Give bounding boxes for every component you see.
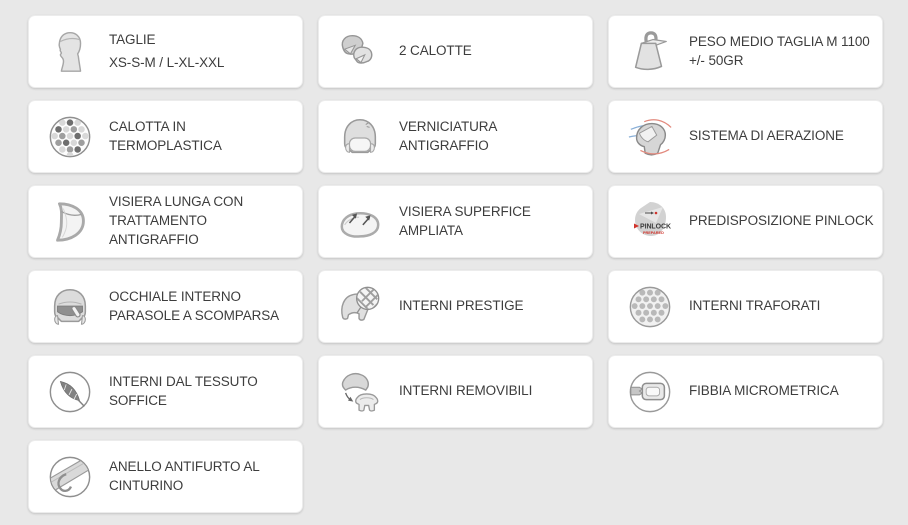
feature-label: [399, 382, 532, 401]
feature-label: [109, 193, 243, 250]
feature-line: CINTURINO: [109, 477, 184, 493]
feature-label: [689, 297, 820, 316]
feature-label: [689, 382, 839, 401]
painted-helmet-icon: [335, 109, 385, 165]
feature-label: [109, 118, 222, 156]
feature-line: 2 CALOTTE: [399, 43, 472, 59]
feature-line: TERMOPLASTICA: [109, 137, 222, 153]
feature-label: [689, 212, 874, 231]
feature-line: +/- 50GR: [689, 52, 744, 68]
feature-line: OCCHIALE INTERNO: [109, 288, 241, 304]
feature-card-calotte: [318, 15, 593, 88]
two-shells-icon: [335, 24, 385, 80]
feature-line: CALOTTA IN: [109, 118, 186, 134]
feature-card-peso: [608, 15, 883, 88]
feature-card-verniciatura: [318, 100, 593, 173]
feature-line: ANTIGRAFFIO: [109, 231, 199, 247]
feature-line: PESO MEDIO TAGLIA M 1100: [689, 33, 870, 49]
feature-line: AMPLIATA: [399, 222, 463, 238]
sun-visor-helmet-icon: [45, 279, 95, 335]
feature-card-fibbia: [608, 355, 883, 428]
feature-line: VERNICIATURA: [399, 118, 498, 134]
feature-card-calotta-termoplastica: [28, 100, 303, 173]
feature-card-occhiale-parasole: [28, 270, 303, 343]
micrometric-buckle-icon: [625, 364, 675, 420]
feature-card-taglie: [28, 15, 303, 88]
feature-line: SISTEMA DI AERAZIONE: [689, 128, 844, 144]
weight-icon: [625, 24, 675, 80]
svg-text:PINLOCK: PINLOCK: [640, 223, 671, 230]
feature-line: TAGLIE: [109, 31, 156, 47]
feature-line: INTERNI DAL TESSUTO: [109, 373, 258, 389]
feature-card-aerazione: [608, 100, 883, 173]
feature-card-pinlock: [608, 185, 883, 258]
removable-lining-icon: [335, 364, 385, 420]
feature-label: [109, 458, 260, 496]
feature-card-interni-traforati: [608, 270, 883, 343]
thermoplastic-shell-icon: [45, 109, 95, 165]
feature-line: INTERNI TRAFORATI: [689, 298, 821, 314]
feature-label: [399, 203, 531, 241]
ventilation-helmet-icon: [625, 109, 675, 165]
long-visor-icon: [45, 194, 95, 250]
feature-line: ANTIGRAFFIO: [399, 137, 489, 153]
feature-line: TRATTAMENTO: [109, 213, 207, 229]
feature-label: [399, 118, 497, 156]
feature-line: VISIERA LUNGA CON: [109, 194, 244, 210]
feature-card-visiera-lunga: [28, 185, 303, 258]
wide-visor-icon: [335, 194, 385, 250]
feature-label: [109, 31, 224, 73]
feature-line: ANELLO ANTIFURTO AL: [109, 458, 260, 474]
feature-line: PARASOLE A SCOMPARSA: [109, 307, 280, 323]
feature-line: FIBBIA MICROMETRICA: [689, 383, 839, 399]
feature-card-anello-antifurto: [28, 440, 303, 513]
feature-line: INTERNI PRESTIGE: [399, 298, 524, 314]
feature-card-tessuto-soffice: [28, 355, 303, 428]
perforated-lining-icon: [625, 279, 675, 335]
feature-label: [689, 33, 870, 71]
feature-line: PREDISPOSIZIONE PINLOCK: [689, 213, 874, 229]
pinlock-icon: [625, 194, 675, 250]
feature-line: INTERNI REMOVIBILI: [399, 383, 533, 399]
prestige-lining-icon: [335, 279, 385, 335]
head-sizes-icon: [45, 24, 95, 80]
svg-text:PREPARED: PREPARED: [643, 230, 664, 235]
feature-line: XS-S-M / L-XL-XXL: [109, 54, 225, 70]
feature-card-interni-removibili: [318, 355, 593, 428]
feature-line: SOFFICE: [109, 392, 167, 408]
feature-card-visiera-ampliata: [318, 185, 593, 258]
feature-label: [109, 373, 258, 411]
feather-icon: [45, 364, 95, 420]
feature-label: [399, 42, 472, 61]
antitheft-ring-icon: [45, 449, 95, 505]
feature-label: [109, 288, 279, 326]
feature-label: [399, 297, 523, 316]
feature-label: [689, 127, 844, 146]
feature-line: VISIERA SUPERFICE: [399, 203, 531, 219]
feature-card-interni-prestige: [318, 270, 593, 343]
